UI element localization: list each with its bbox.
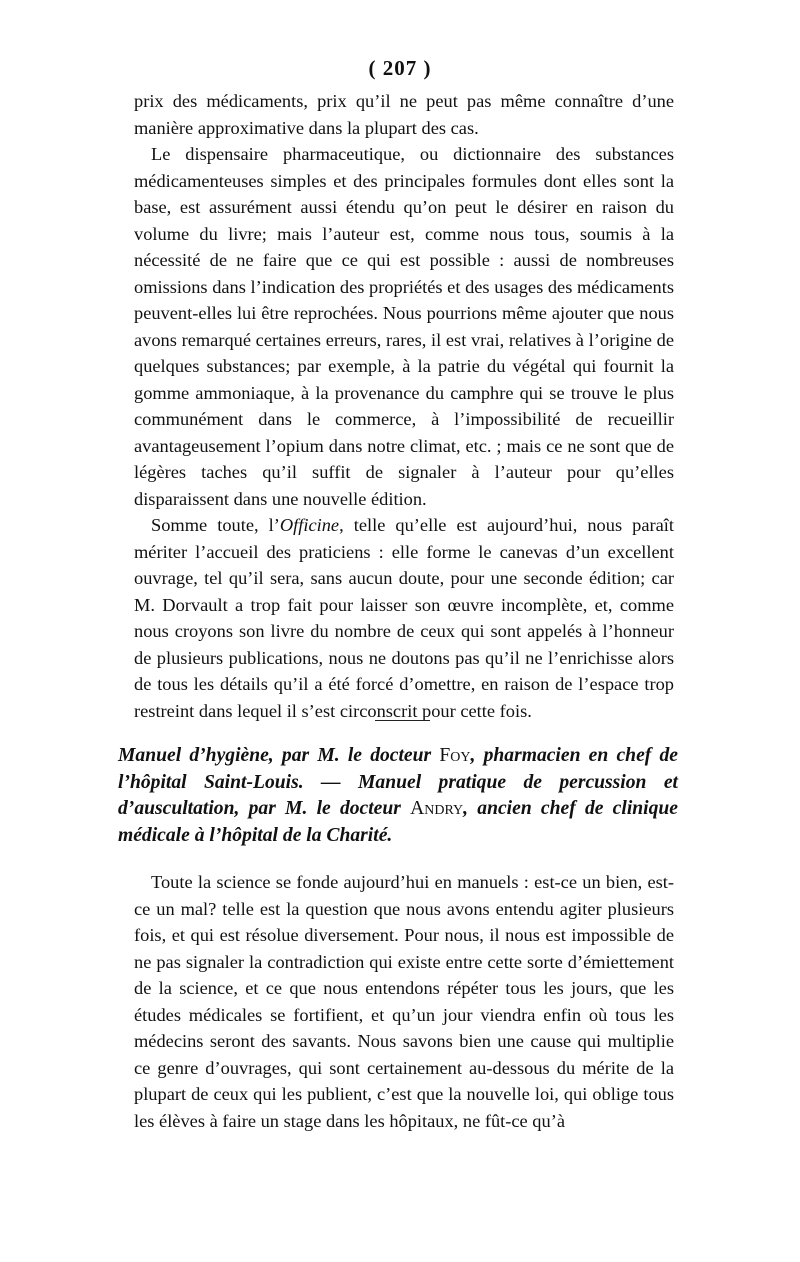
- author-name-foy: Foy: [439, 745, 471, 766]
- conclusion-text-start: Somme toute, l’: [151, 515, 280, 535]
- paragraph-conclusion: [134, 512, 674, 724]
- section-divider: [375, 720, 430, 721]
- heading-part-1: Manuel d’hygiène, par M. le docteur: [118, 745, 440, 766]
- paragraph-dispensaire: Le dispensaire pharmaceutique, ou dictionnaire des substances médicamenteuses simples et des principales formules dont elles sont la base, est assurément aussi étendu qu’on peut le désirer en raison du volume du livre; mais l’auteur est, comme nous tous, soumis à la nécessité de ne faire que ce qui est possible : aussi de nombreuses omissions dans l’indication des propriétés et des usages des médicaments peuvent-elles lui être reprochées. Nous pourrions même ajouter que nous avons remarqué certaines erreurs, rares, il est vrai, relatives à l’origine de quelques substances; par exemple, à la patrie du végétal qui fournit la gomme ammoniaque, à la provenance du camphre qui se trouve le plus communément dans le commerce, à l’impossibilité de recueillir avantageusement l’opium dans notre climat, etc. ; mais ce ne sont que de légères taches qu’il suffit de signaler à l’auteur pour qu’elles disparaissent dans une nouvelle édition.: [134, 144, 674, 509]
- page-number: ( 207 ): [368, 56, 432, 80]
- heading-part-2: , pharmacien en chef de l’hôpital Saint-Louis. — Manuel pratique de percussion et d’auscultation, par M. le docteur: [118, 745, 678, 819]
- paragraph-manuels: Toute la science se fonde aujourd’hui en manuels : est-ce un bien, est-ce un mal? telle est la question que nous avons entendu agiter plusieurs fois, et qui est résolue diversement. Pour nous, il nous est impossible de ne pas signaler la contradiction qui existe entre cette sorte d’émiettement de la science, et ce que nous entendons répéter tous les jours, que les études médicales se fortifient, et qu’un jour viendra enfin où tous les médecins seront des savants. Nous savons bien une cause qui multiplie ce genre d’ouvrages, qui sont certainement au-dessous du mérite de la plupart de ceux qui les publient, c’est que la nouvelle loi, qui oblige tous les élèves à faire un stage dans les hôpitaux, ne fût-ce qu’à: [134, 872, 674, 1131]
- review-heading: [118, 743, 678, 849]
- heading-part-3: , ancien chef de clinique médicale à l’hôpital de la Charité.: [118, 798, 678, 846]
- paragraph-continued: prix des médicaments, prix qu’il ne peut pas même connaître d’une manière approximative dans la plupart des cas.: [134, 91, 674, 138]
- officine-title: Officine: [279, 515, 340, 535]
- author-name-andry: Andry: [410, 798, 464, 819]
- review-body: [134, 869, 674, 1134]
- review-continuation: [134, 88, 674, 724]
- conclusion-text-end: , telle qu’elle est aujourd’hui, nous paraît mériter l’accueil des praticiens : elle forme le canevas d’un excellent ouvrage, tel qu’il sera, sans aucun doute, pour une seconde édition; car M. Dorvault a trop fait pour laisser son œuvre incomplète, et, comme nous croyons son livre du nombre de ceux qui sont appelés à l’honneur de plusieurs publications, nous ne doutons pas qu’il ne l’enrichisse alors de tous les détails qu’il a été forcé d’omettre, en raison de l’espace trop restreint dans lequel il s’est circonscrit pour cette fois.: [134, 515, 674, 721]
